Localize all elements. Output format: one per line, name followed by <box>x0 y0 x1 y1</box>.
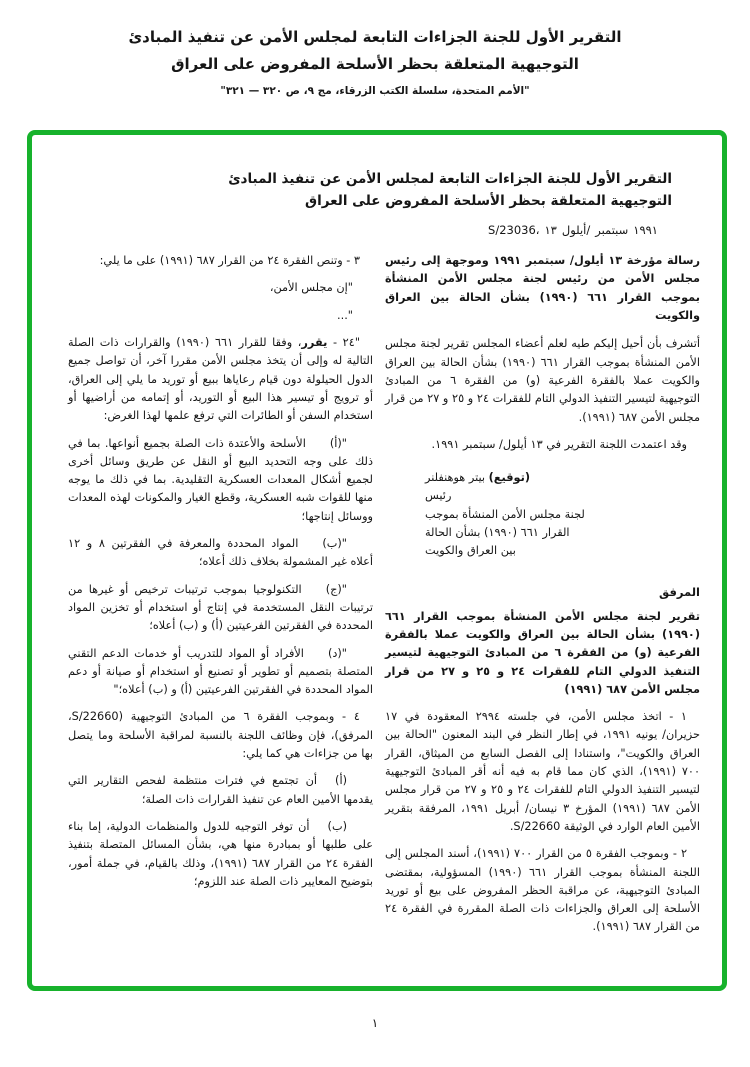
date-month-gregorian: سبتمبر <box>595 223 629 238</box>
quote-subitem-b-text: المواد المحددة والمعرفة في الفقرتين ٨ و ١٢ أعلاه غير المشمولة بخلاف ذلك أعلاه؛ <box>68 537 373 569</box>
quote-subitem-a <box>68 435 373 526</box>
quote-subitem-c <box>68 581 373 636</box>
quote-24-verb: يقرر <box>301 336 328 350</box>
document-reference-line <box>68 223 658 237</box>
letter-heading: رسالة مؤرخة ١٣ أيلول/ سبتمبر ١٩٩١ وموجهة إلى رئيس مجلس الأمن من رئيس لجنة مجلس الأمن المنشأة بموجب القرار ٦٦١ (١٩٩٠) بشأن الحالة بين العراق والكويت <box>385 254 700 323</box>
date-year: ١٩٩١ <box>633 223 658 238</box>
function-item-a <box>68 772 373 809</box>
page-header-title-line2: التوجيهية المتعلقة بحظر الأسلحة المفروض على العراق <box>171 55 579 73</box>
quote-salutation: "إن مجلس الأمن، <box>269 281 353 295</box>
function-item-b-marker: (ب) <box>327 819 347 833</box>
quote-subitem-a-marker: "(أ) <box>329 436 347 450</box>
quote-subitem-d-text: الأفراد أو المواد للتدريب أو خدمات الدعم التقني المتصلة بتصميم أو تطوير أو تصنيع أو استخدام أو صيانة أو دعم المواد المحددة في الفقرتين الفرعيتين (أ) و (ب) أعلاه؛" <box>68 646 373 697</box>
annex-heading: المرفق <box>658 584 700 599</box>
document-symbol: S/23036، <box>488 223 540 238</box>
quote-ellipsis: "... <box>337 308 353 322</box>
function-item-b <box>68 818 373 891</box>
annex-paragraph-3-intro: ٣ - وتنص الفقرة ٢٤ من القرار ٦٨٧ (١٩٩١) على ما يلي: <box>99 254 360 268</box>
function-item-a-marker: (أ) <box>335 774 347 788</box>
page-header <box>0 0 750 97</box>
two-column-layout <box>68 252 700 946</box>
quote-subitem-b <box>68 535 373 572</box>
document-title-line1: التقرير الأول للجنة الجزاءات التابعة لمجلس الأمن عن تنفيذ المبادئ <box>228 171 672 187</box>
quote-subitem-d-marker: "(د) <box>327 646 347 660</box>
signed-label: (توقيع) <box>488 471 531 485</box>
annex-paragraph-1: ١ - اتخذ مجلس الأمن، في جلسته ٢٩٩٤ المعقودة في ١٧ حزيران/ يونيه ١٩٩١، في إطار النظر في البند المعنون "الحالة بين العراق والكويت"، واستنادا إلى الفصل السابع من الميثاق، القرار ٧٠٠ (١٩٩١)، الذي كان مما قام به فيه أنه أقر المبادئ التوجيهية لتيسير التنفيذ الدولي التام للفقرات ٢٤ و ٢٥ و ٢٧ من قرار مجلس الأمن ٦٨٧ (١٩٩١) المؤرخ ٣ نيسان/ أبريل ١٩٩١، المرفقة بتقرير الأمين العام الوارد في الوثيقة S/22660. <box>385 710 701 833</box>
signatory-title-line3: القرار ٦٦١ (١٩٩٠) بشأن الحالة <box>425 526 570 540</box>
quote-24-rest: ، وفقا للقرار ٦٦١ (١٩٩٠) والقرارات ذات الصلة التالية له وإلى أن يتخذ مجلس الأمن مقررا آخر، أن تواصل جميع الدول الحيلولة دون قيام رعاياها ببيع أو توريد ما يلي إلى العراق، أو ترويج أو تيسير هذا البيع أو التوريد، أو إتمامه من أراضيها أو استخدام السفن أو الطائرات التي ترفع علمها لهذا الغرض: <box>68 336 373 423</box>
page-number: ١ <box>371 1016 379 1030</box>
letter-adoption-paragraph: وقد اعتمدت اللجنة التقرير في ١٣ أيلول/ سبتمبر ١٩٩١. <box>431 437 687 451</box>
document-title <box>68 169 672 212</box>
signatory-title-line1: رئيس <box>425 489 452 503</box>
page-header-source-citation: "الأمم المتحدة، سلسلة الكتب الزرقاء، مج ٩، ص ٣٢٠ — ٣٢١" <box>220 85 530 97</box>
signatory-name: بيتر هوهنفلنر <box>425 471 486 485</box>
quote-subitem-b-marker: "(ب) <box>322 537 347 551</box>
column-left <box>68 252 373 900</box>
quote-subitem-d <box>68 645 373 700</box>
signature-line <box>425 469 700 487</box>
quote-24-lead: "٢٤ - <box>327 336 361 350</box>
quote-paragraph-24 <box>68 334 373 425</box>
page-footer <box>0 1016 750 1030</box>
document-frame <box>27 130 727 991</box>
annex-paragraph-4-intro: ٤ - وبموجب الفقرة ٦ من المبادئ التوجيهية (S/22660، المرفق)، فإن وظائف اللجنة بالنسبة لمراقبة الأسلحة وما يتصل بها من جزاءات هي كما يلي: <box>68 710 373 761</box>
letter-transmittal-paragraph: أتشرف بأن أحيل إليكم طيه لعلم أعضاء المجلس تقرير لجنة مجلس الأمن المنشأة بموجب القرار ٦٦١ (١٩٩٠) بشأن الحالة بين العراق والكويت عملا بالفقرة الفرعية (و) من الفقرة ٦ من المبادئ التوجيهية لتيسير التنفيذ الدولي التام للفقرات ٢٤ و ٢٥ و ٢٧ من قرار مجلس الأمن ٦٨٧ (١٩٩١). <box>385 337 701 424</box>
date-month-arabic: أيلول/ <box>561 223 591 238</box>
page-header-title-line1: التقرير الأول للجنة الجزاءات التابعة لمجلس الأمن عن تنفيذ المبادئ <box>128 28 622 46</box>
annex-title-paragraph: تقرير لجنة مجلس الأمن المنشأة بموجب القرار ٦٦١ (١٩٩٠) بشأن الحالة بين العراق والكويت عملا بالفقرة الفرعية (و) من الفقرة ٦ من المبادئ التوجيهية لتيسير التنفيذ الدولي التام للفقرات ٢٤ و ٢٥ و ٢٧ من قرار مجلس الأمن ٦٨٧ (١٩٩١) <box>385 609 700 696</box>
column-right <box>385 252 700 946</box>
signatory-title-line2: لجنة مجلس الأمن المنشأة بموجب <box>425 507 585 521</box>
quote-subitem-a-text: الأسلحة والأعتدة ذات الصلة بجميع أنواعها. بما في ذلك على وجه التحديد البيع أو النقل عن طريق وسائل أخرى لجميع أشكال المعدات العسكرية التقليدية. بما في ذلك ما يوجه منها للقوات شبه العسكرية، وقطع الغيار والمكونات لهذه المعدات ووسائل إنتاجها؛ <box>68 436 373 523</box>
function-item-b-text: أن توفر التوجيه للدول والمنظمات الدولية، إما بناء على طلبها أو بمبادرة منها هي، بشأن المسائل المتصلة بتنفيذ الفقرة ٢٤ من القرار ٦٨٧ (١٩٩١)، وذلك بالقيام، في جملة أمور، بتوضيح المعايير ذات الصلة عند اللزوم؛ <box>68 819 374 888</box>
function-item-a-text: أن تجتمع في فترات منتظمة لفحص التقارير التي يقدمها الأمين العام عن تنفيذ القرارات ذات الصلة؛ <box>68 774 373 806</box>
document-title-line2: التوجيهية المتعلقة بحظر الأسلحة المفروض على العراق <box>305 192 672 209</box>
signature-block <box>385 469 700 560</box>
signatory-title-line4: بين العراق والكويت <box>425 544 516 558</box>
annex-paragraph-2: ٢ - وبموجب الفقرة ٥ من القرار ٧٠٠ (١٩٩١)، أسند المجلس إلى اللجنة المنشأة بموجب القرار ٦٦١ (١٩٩٠) المسؤولية، بمقتضى المبادئ التوجيهية، عن مراقبة الحظر المفروض على بيع أو توريد الأسلحة إلى العراق والجزاءات ذات الصلة المقررة في الفقرة ٢٤ من القرار ٦٨٧ (١٩٩١). <box>385 847 700 934</box>
quote-subitem-c-text: التكنولوجيا بموجب ترتيبات ترخيص أو غيرها من ترتيبات النقل المستخدمة في إنتاج أو استخدام أو تخزين المواد المحددة في الفقرتين الفرعيتين (أ) و (ب) أعلاه؛ <box>68 582 373 633</box>
date-day: ١٣ <box>544 223 557 238</box>
quote-subitem-c-marker: "(ج) <box>325 582 347 596</box>
